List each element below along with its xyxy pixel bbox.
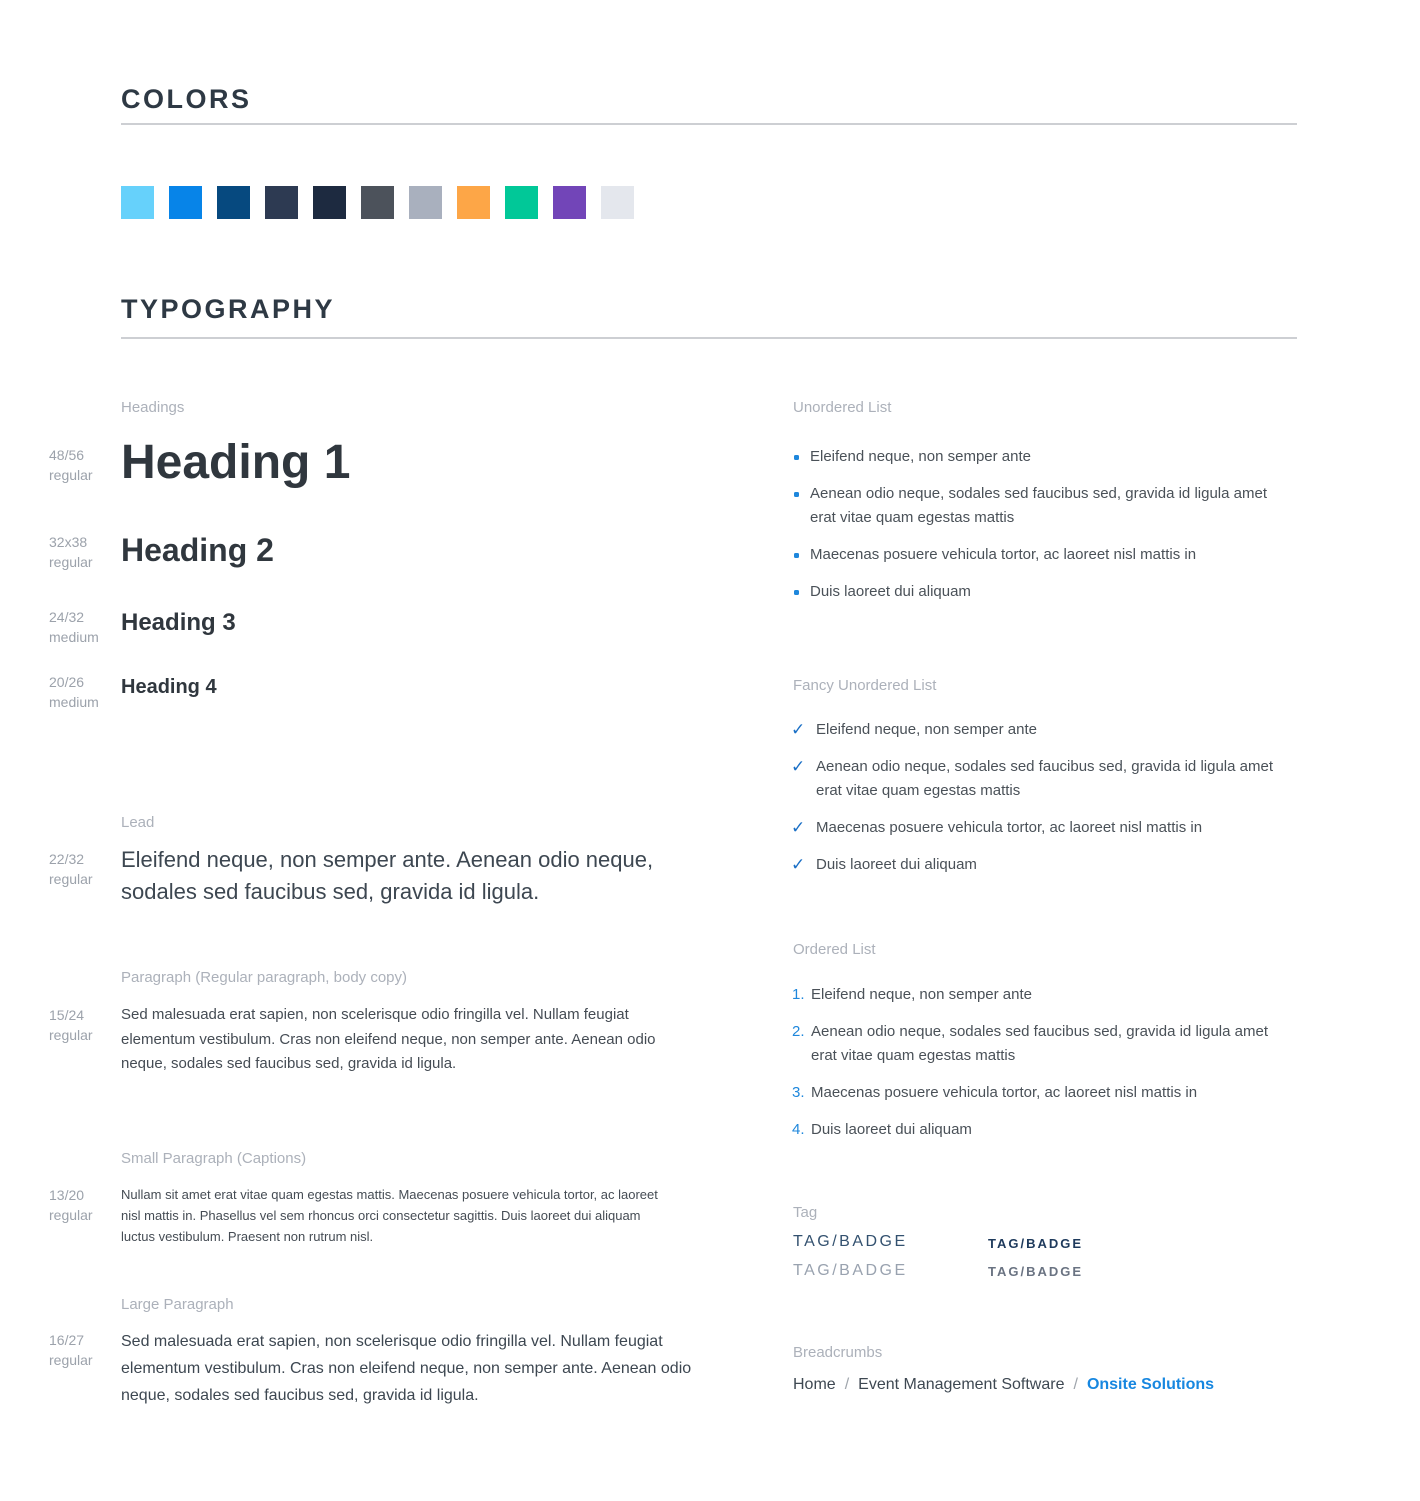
colors-divider [121,123,1297,125]
lead-sample: Eleifend neque, non semper ante. Aenean odio neque, sodales sed faucibus sed, gravida id ligula. [121,847,654,904]
paragraph-weight: regular [49,1027,93,1043]
heading-4-size: 20/26 [49,674,85,690]
unordered-list [793,445,1293,617]
large-paragraph-label: Large Paragraph [121,1296,234,1313]
bullet-icon [794,455,799,460]
color-swatch-blue [169,186,202,219]
bullet-icon [794,553,799,558]
small-paragraph-label: Small Paragraph (Captions) [121,1150,307,1167]
color-swatch-slate [265,186,298,219]
list-item [792,1118,1292,1142]
tag-badge: TAG/BADGE [988,1236,1084,1251]
color-swatch-purple [553,186,586,219]
small-paragraph-weight: regular [49,1207,93,1223]
list-item [792,1081,1292,1105]
paragraph-label: Paragraph (Regular paragraph, body copy) [121,969,408,986]
list-item-text: Maecenas posuere vehicula tortor, ac laoreet nisl mattis in [816,819,1203,836]
breadcrumb [793,1376,1214,1394]
list-item-text: Duis laoreet dui aliquam [811,1121,972,1138]
check-icon: ✓ [791,818,806,837]
tag-badge: TAG/BADGE [988,1264,1084,1279]
color-swatch-light-gray [601,186,634,219]
bullet-icon [794,590,799,595]
lead-weight: regular [49,871,93,887]
list-item-text: Aenean odio neque, sodales sed faucibus sed, gravida id ligula amet erat vitae quam egestas mattis [816,758,1273,799]
colors-section-title: COLORS [121,84,252,114]
color-swatch-sky-blue [121,186,154,219]
heading-4-size-label [49,672,99,712]
heading-3-size: 24/32 [49,609,85,625]
breadcrumbs-group-label: Breadcrumbs [793,1344,883,1361]
list-item [791,718,1291,742]
typography-section-title: TYPOGRAPHY [121,294,336,324]
paragraph-size: 15/24 [49,1007,85,1023]
breadcrumb-item-onsite-solutions[interactable]: Onsite Solutions [1086,1376,1215,1393]
check-icon: ✓ [791,720,806,739]
heading-1-size-label [49,445,93,485]
tag-badge: TAG/BADGE [793,1233,908,1250]
paragraph-size-label [49,1005,93,1045]
heading-2-size-label [49,532,93,572]
lead-size: 22/32 [49,851,85,867]
small-paragraph-size: 13/20 [49,1187,85,1203]
heading-3-sample: Heading 3 [121,609,236,636]
large-paragraph-weight: regular [49,1352,93,1368]
list-item [791,755,1291,803]
tag-group-label: Tag [793,1204,818,1221]
color-swatch-charcoal [361,186,394,219]
large-paragraph-size-label [49,1330,93,1370]
list-item-text: Aenean odio neque, sodales sed faucibus sed, gravida id ligula amet erat vitae quam egestas mattis [811,1023,1268,1064]
heading-1-weight: regular [49,467,93,483]
typography-divider [121,337,1297,339]
list-item [792,983,1292,1007]
list-item [793,482,1293,530]
color-swatch-green [505,186,538,219]
list-item [791,853,1291,877]
list-item-text: Eleifend neque, non semper ante [811,986,1032,1003]
large-paragraph-sample: Sed malesuada erat sapien, non scelerisque odio fringilla vel. Nullam feugiat elementum vestibulum. Cras non eleifend neque, non semper ante. Aenean odio neque, sodales sed faucibus sed, gravida id ligula. [121,1333,692,1404]
breadcrumb-separator: / [844,1376,850,1393]
list-item-text: Eleifend neque, non semper ante [810,448,1031,465]
list-item-text: Maecenas posuere vehicula tortor, ac laoreet nisl mattis in [810,546,1197,563]
heading-1-sample: Heading 1 [121,436,351,489]
paragraph-sample: Sed malesuada erat sapien, non scelerisque odio fringilla vel. Nullam feugiat elementum vestibulum. Cras non eleifend neque, non semper ante. Aenean odio neque, sodales sed faucibus sed, gravida id ligula. [121,1006,656,1072]
breadcrumb-item-home[interactable]: Home [793,1376,836,1393]
color-swatch-dark-blue [217,186,250,219]
color-swatch-orange [457,186,490,219]
list-item-text: Duis laoreet dui aliquam [810,583,971,600]
bullet-icon [794,492,799,497]
fancy-unordered-list [791,718,1291,890]
heading-4-sample: Heading 4 [121,676,217,698]
heading-3-size-label [49,607,99,647]
heading-2-sample: Heading 2 [121,532,274,568]
heading-2-size: 32x38 [49,534,88,550]
list-item [793,445,1293,469]
list-item [793,543,1293,567]
list-item-text: Duis laoreet dui aliquam [816,856,977,873]
small-paragraph-sample: Nullam sit amet erat vitae quam egestas mattis. Maecenas posuere vehicula tortor, ac laoreet nisl mattis in. Phasellus vel sem rhoncus orci consectetur sagittis. Duis laoreet dui aliquam luctus vestibulum. Praesent non rutrum nisl. [121,1187,658,1244]
lead-size-label [49,849,93,889]
heading-2-weight: regular [49,554,93,570]
heading-4-weight: medium [49,694,99,710]
list-item [792,1020,1292,1068]
headings-group-label: Headings [121,399,185,416]
breadcrumb-item-event-management-software[interactable]: Event Management Software [858,1376,1065,1393]
heading-1-size: 48/56 [49,447,85,463]
list-item-text: Aenean odio neque, sodales sed faucibus sed, gravida id ligula amet erat vitae quam egestas mattis [810,485,1267,526]
list-item [793,580,1293,604]
large-paragraph-size: 16/27 [49,1332,85,1348]
list-item-text: Eleifend neque, non semper ante [816,721,1037,738]
color-swatch-row [121,186,634,219]
lead-label: Lead [121,814,155,831]
list-item [791,816,1291,840]
fancy-unordered-list-label: Fancy Unordered List [793,677,937,694]
small-paragraph-size-label [49,1185,93,1225]
list-item-text: Maecenas posuere vehicula tortor, ac laoreet nisl mattis in [811,1084,1198,1101]
tag-badge: TAG/BADGE [793,1262,908,1279]
ordered-list-label: Ordered List [793,941,876,958]
ordered-list [792,983,1292,1155]
check-icon: ✓ [791,757,806,776]
check-icon: ✓ [791,855,806,874]
breadcrumb-separator: / [1073,1376,1078,1393]
color-swatch-gray [409,186,442,219]
color-swatch-navy [313,186,346,219]
unordered-list-label: Unordered List [793,399,892,416]
heading-3-weight: medium [49,629,99,645]
